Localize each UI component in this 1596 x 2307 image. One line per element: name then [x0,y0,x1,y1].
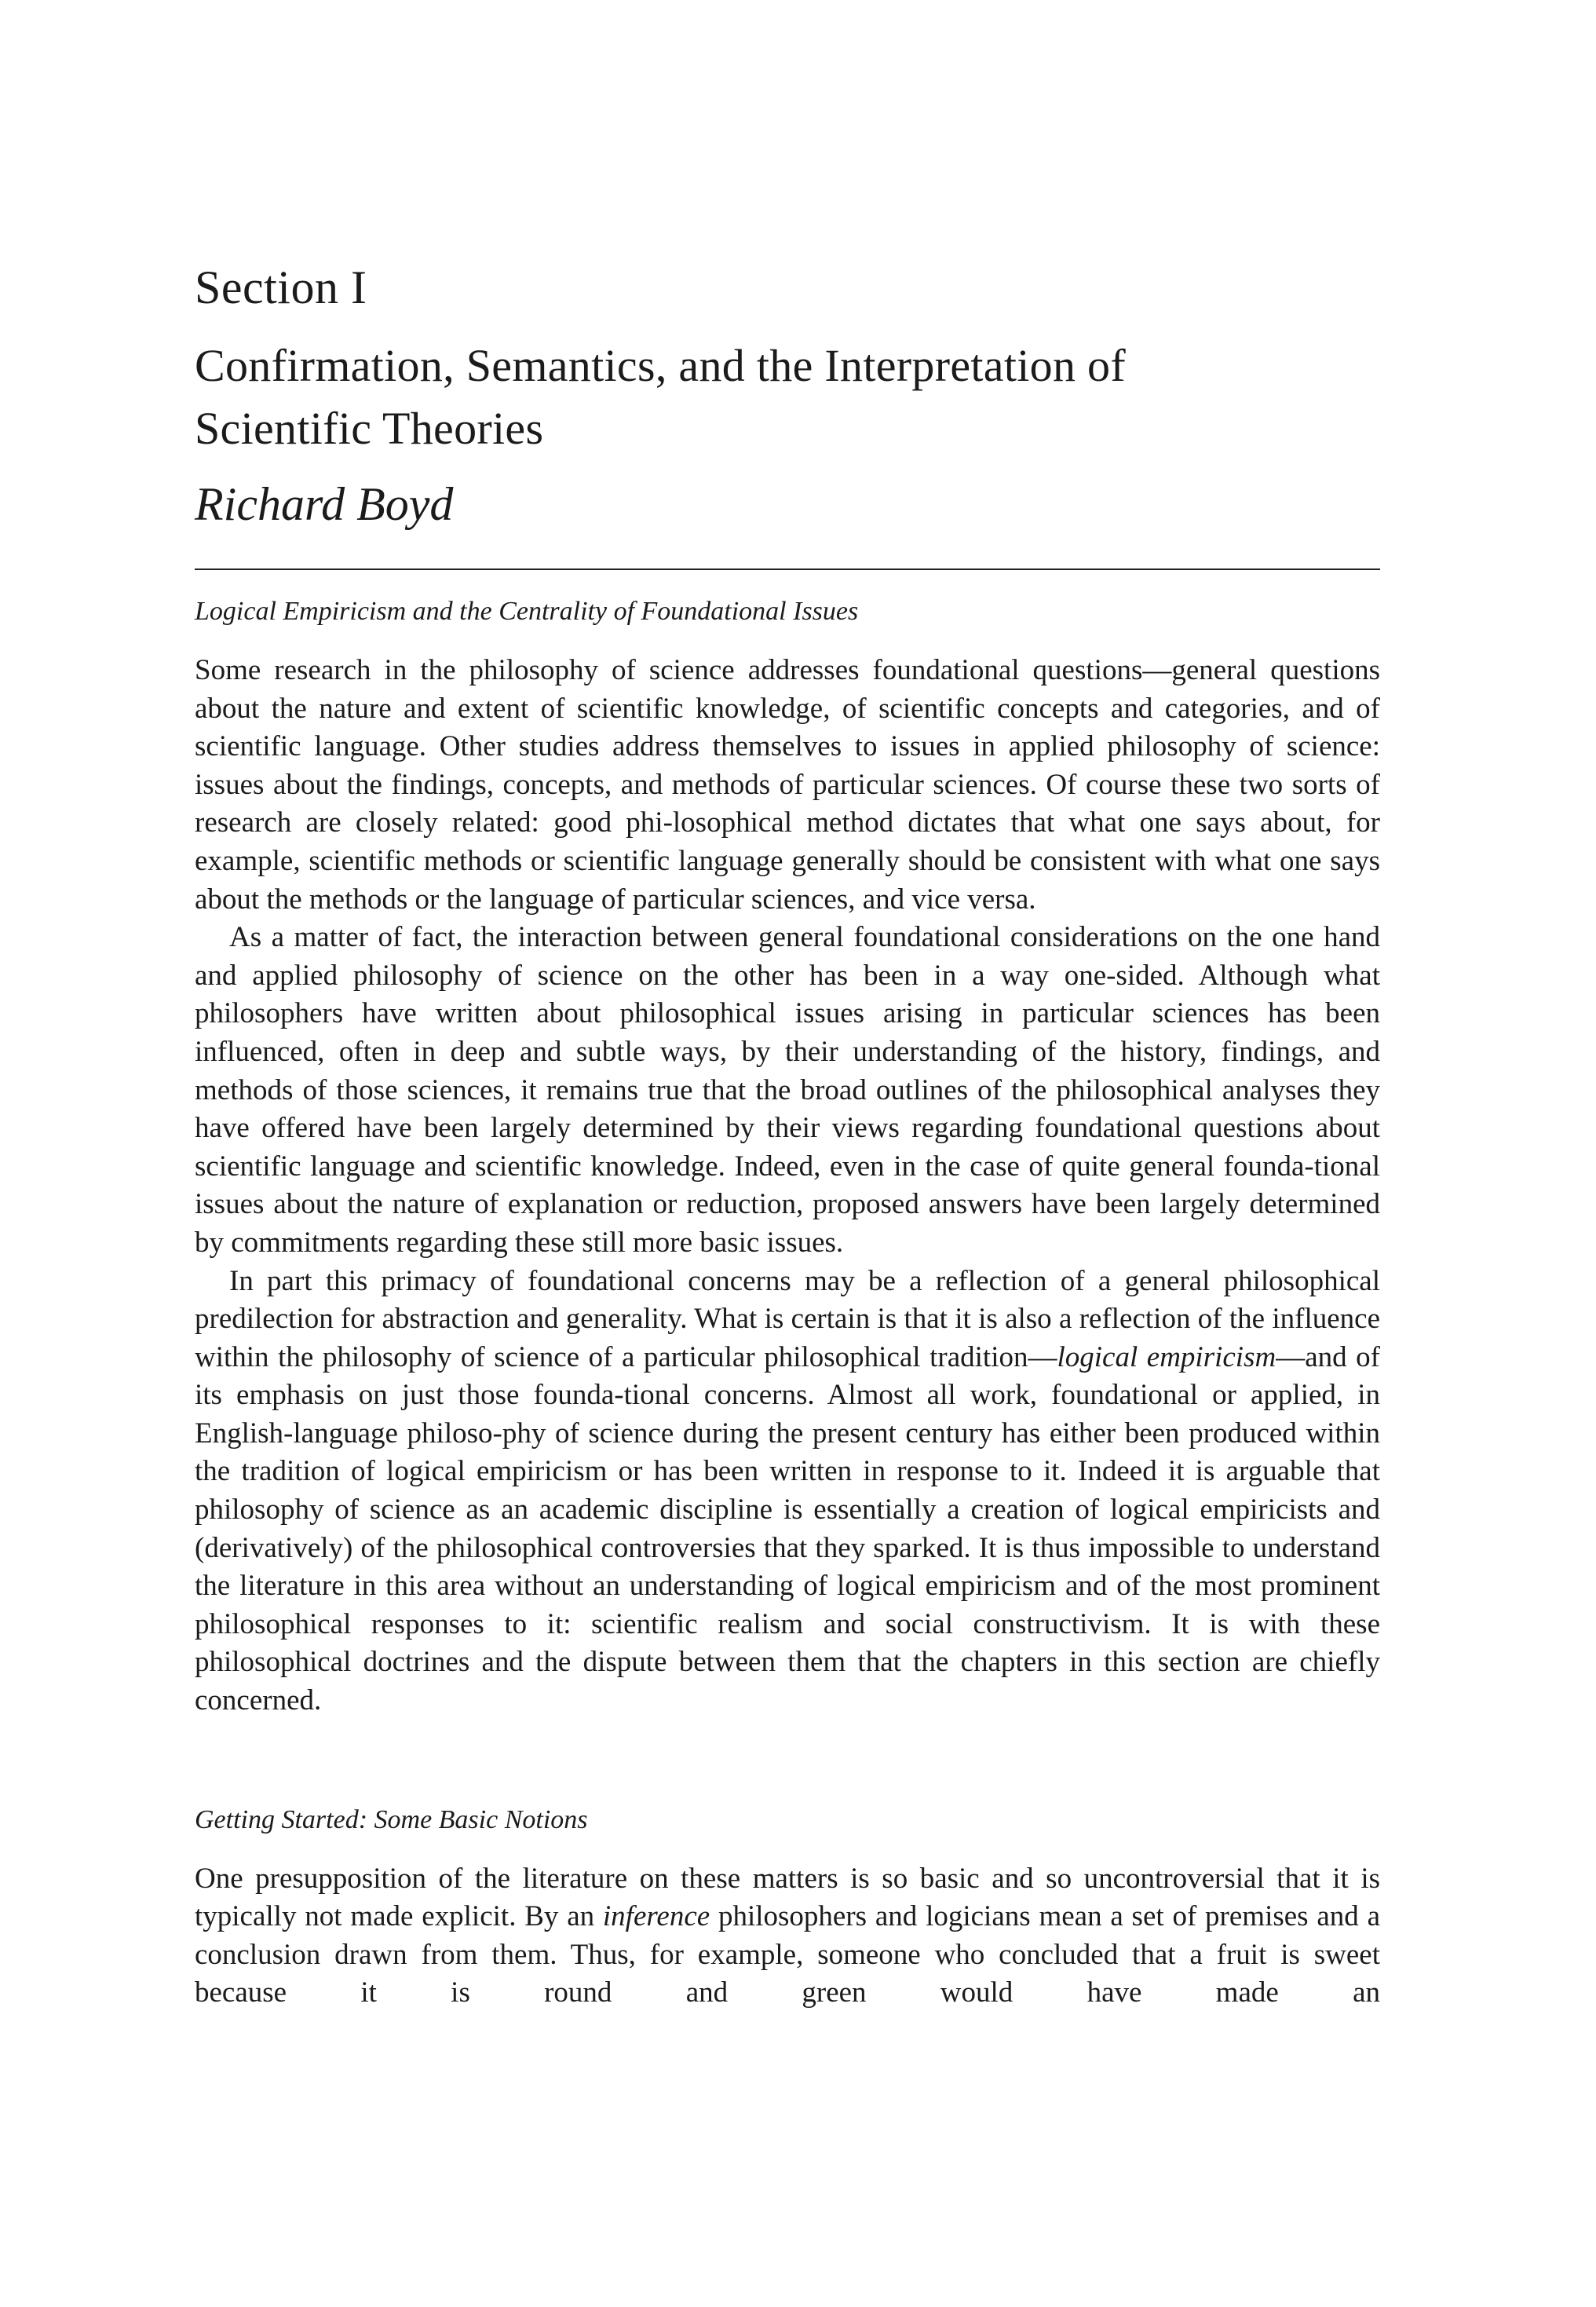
title-divider [195,569,1380,570]
author-name: Richard Boyd [195,478,454,530]
paragraph-3-part-a: In part this primacy of foundational concerns may be a reflection of a general philosophical predilection for abstraction and generality. What is certain is that it is also a reflection of the influence within the philosophy of science of a particular philosophical tradition— [195,1264,1380,1373]
subsection-heading-basic-notions: Getting Started: Some Basic Notions [195,1804,588,1834]
subsection-heading-logical-empiricism: Logical Empiricism and the Centrality of Foundational Issues [195,597,859,626]
paragraph-3-emphasis: logical empiricism [1057,1340,1276,1373]
paragraph-4 [195,1860,1380,2013]
page [195,259,1380,2013]
paragraph-3-part-b: —and of its emphasis on just those founda-tional concerns. Almost all work, foundational or applied, in English-language philoso-phy of science during the present century has either been produced within the tradition of logical empiricism or has been written in response to it. Indeed it is arguable that philosophy of science as an academic discipline is essentially a creation of logical empiricists and (derivatively) of the philosophical controversies that they sparked. It is thus impossible to understand the literature in this area without an understanding of logical empiricism and of the most prominent philosophical responses to it: scientific realism and social constructivism. It is with these philosophical doctrines and the dispute between them that the chapters in this section are chiefly concerned. [195,1340,1381,1717]
paragraph-4-emphasis: inference [602,1900,710,1933]
chapter-title [195,335,1380,460]
paragraph-1: Some research in the philosophy of science addresses foundational questions—general questions about the nature and extent of scientific knowledge, of scientific concepts and categories, and of scientific language. Other studies address themselves to issues in applied philosophy of science: issues about the findings, concepts, and methods of particular sciences. Of course these two sorts of research are closely related: good phi-losophical method dictates that what one says about, for example, scientific methods or scientific language generally should be consistent with what one says about the methods or the language of particular sciences, and vice versa. [195,654,1380,916]
paragraph-4-part-a: One presupposition of the literature on these matters is so basic and so uncontroversial that it is typically not made explicit. By an [195,1862,1380,1933]
body-text [195,652,1380,1720]
paragraph-3 [195,1263,1380,1720]
body-text-2 [195,1860,1380,2013]
paragraph-4-part-b: philosophers and logicians mean a set of premises and a conclusion drawn from them. Thus, for example, someone who concluded that a fruit is sweet because it is round and green would have made an [195,1900,1380,2009]
chapter-title-line-1: Confirmation, Semantics, and the Interpretation of [195,340,1126,391]
section-label: Section I [195,261,367,313]
paragraph-2: As a matter of fact, the interaction between general foundational considerations on the one hand and applied philosophy of science on the other has been in a way one-sided. Although what philosophers have written about philosophical issues arising in particular sciences has been influenced, often in deep and subtle ways, by their understanding of the history, findings, and methods of those sciences, it remains true that the broad outlines of the philosophical analyses they have offered have been largely determined by their views regarding foundational questions about scientific language and scientific knowledge. Indeed, even in the case of quite general founda-tional issues about the nature of explanation or reduction, proposed answers have been largely determined by commitments regarding these still more basic issues. [195,921,1380,1259]
chapter-title-line-2: Scientific Theories [195,403,544,454]
